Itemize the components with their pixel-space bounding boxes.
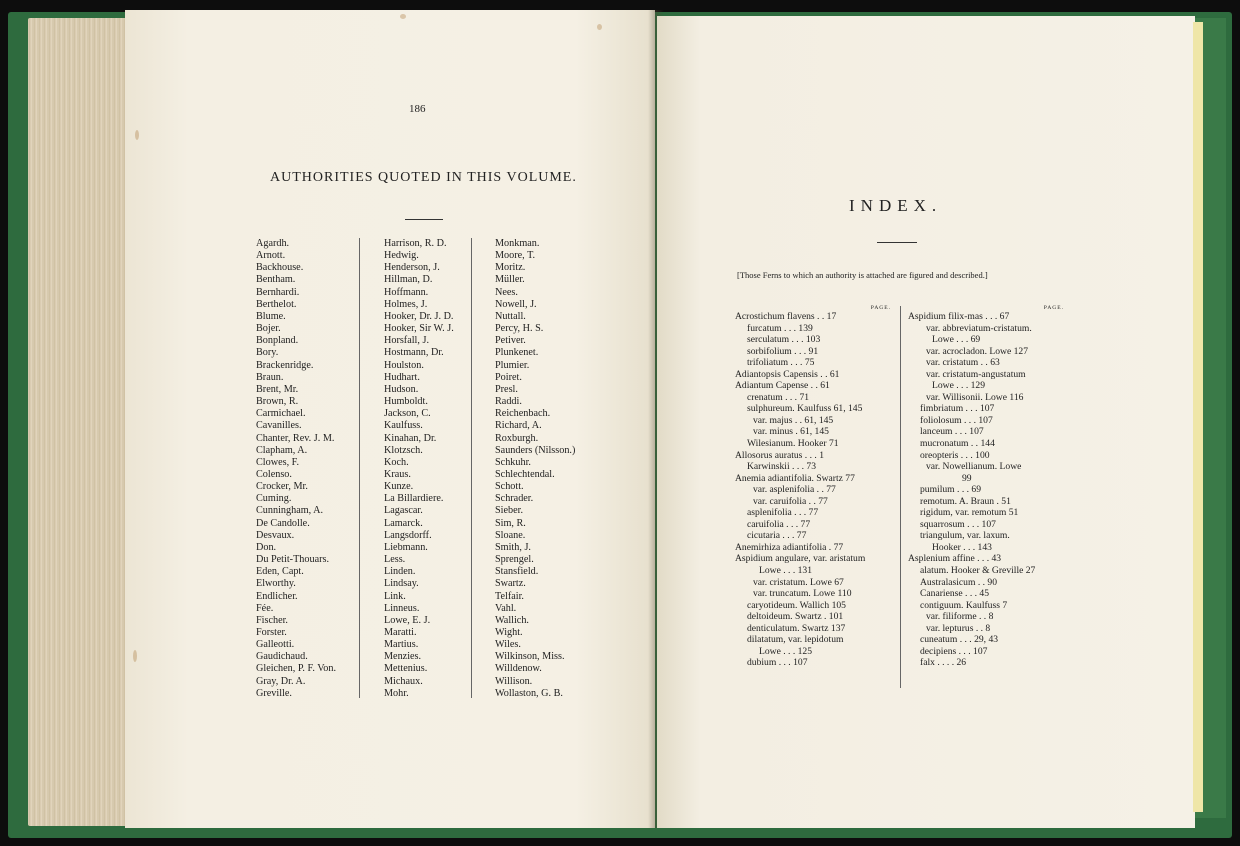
index-entry-text: mucronatum . . 144 <box>920 438 995 450</box>
index-entry-text: dilatatum, var. lepidotum <box>747 634 844 646</box>
index-entry <box>735 392 891 404</box>
index-entry <box>735 311 891 323</box>
index-entry-text: var. cristatum . . 63 <box>926 357 1000 369</box>
index-entry <box>735 588 891 600</box>
title-rule <box>877 242 917 243</box>
index-entry <box>735 646 891 658</box>
index-entry-text: Aspidium filix-mas . . . 67 <box>908 311 1010 322</box>
index-entry <box>908 426 1064 438</box>
index-entry <box>735 484 891 496</box>
index-entry <box>735 403 891 415</box>
authority-name: Brown, R. <box>256 396 299 408</box>
authority-name: Lowe, E. J. <box>384 614 431 626</box>
index-entry <box>735 380 891 392</box>
authority-name: Cunningham, A. <box>256 505 324 517</box>
index-entry-text: var. caruifolia . . 77 <box>753 495 828 507</box>
authority-name: Plumier. <box>495 359 530 371</box>
page-title: AUTHORITIES QUOTED IN THIS VOLUME. <box>270 170 577 185</box>
authority-name: Backhouse. <box>256 262 304 274</box>
authority-name: Willison. <box>495 675 533 687</box>
index-entry <box>908 473 1064 485</box>
authority-name: Brent, Mr. <box>256 383 299 395</box>
authority-name: Koch. <box>384 456 409 468</box>
index-entry-text: dubium . . . 107 <box>747 657 808 669</box>
index-entry-text: Adiantum Capense . . 61 <box>735 380 830 392</box>
index-entry-text: rigidum, var. remotum 51 <box>920 507 1019 519</box>
authority-name: Vahl. <box>495 602 517 614</box>
index-entry <box>908 577 1064 589</box>
authority-name: Du Petit-Thouars. <box>256 554 329 566</box>
authority-name: Raddi. <box>495 396 522 408</box>
authority-name: Petiver. <box>495 335 526 347</box>
index-column-2 <box>908 303 1064 669</box>
authority-name: Presl. <box>495 383 518 395</box>
index-entry-text: sulphureum. Kaulfuss 61, 145 <box>747 403 863 415</box>
authority-name: Don. <box>256 541 277 553</box>
authority-name: Clowes, F. <box>256 456 300 468</box>
authority-name: Clapham, A. <box>256 444 308 456</box>
authority-name: Henderson, J. <box>384 262 440 274</box>
page-edge <box>1193 22 1203 812</box>
index-entry-text: Adiantopsis Capensis . . 61 <box>735 368 840 380</box>
index-entry-text: Anemia adiantifolia. Swartz 77 <box>735 472 855 484</box>
index-entry <box>735 519 891 531</box>
index-entry-text: trifoliatum . . . 75 <box>747 357 815 369</box>
authority-name: Sieber. <box>495 505 524 517</box>
index-column-1 <box>735 303 891 669</box>
authority-name: Liebmann. <box>384 541 428 553</box>
authority-name: Hostmann, Dr. <box>384 347 444 359</box>
index-entry-text: contiguum. Kaulfuss 7 <box>920 599 1008 611</box>
authority-name: Harrison, R. D. <box>384 238 447 249</box>
index-entry <box>908 369 1064 381</box>
authority-name: Langsdorff. <box>384 529 432 541</box>
authority-name: Plunkenet. <box>495 347 539 359</box>
authorities-column-2 <box>384 238 454 700</box>
page-number: 186 <box>409 103 426 115</box>
index-entry <box>908 646 1064 658</box>
authority-name: Hudhart. <box>384 371 420 383</box>
index-entry-text: var. cristatum-angustatum <box>926 368 1026 380</box>
authority-name: Carmichael. <box>256 408 306 420</box>
authority-name: Hooker, Sir W. J. <box>384 323 454 335</box>
index-entry <box>908 403 1064 415</box>
index-entry-text: Allosorus auratus . . . 1 <box>735 449 824 461</box>
index-entry-text: foliolosum . . . 107 <box>920 414 993 426</box>
index-entry <box>908 346 1064 358</box>
column-divider <box>359 238 360 698</box>
authority-name: Fée. <box>256 602 274 614</box>
authority-name: Linden. <box>384 566 416 578</box>
authority-name: Sim, R. <box>495 517 526 529</box>
page-header-label: PAGE. <box>870 305 891 311</box>
index-entry <box>908 484 1064 496</box>
index-entry <box>908 392 1064 404</box>
index-entry-text: Asplenium affine . . . 43 <box>908 553 1002 565</box>
authority-name: Moritz. <box>495 262 526 274</box>
authority-name: Percy, H. S. <box>495 323 544 335</box>
index-entry-text: Lowe . . . 131 <box>759 565 813 577</box>
authority-name: Gray, Dr. A. <box>256 675 306 687</box>
index-entry-text: var. asplenifolia . . 77 <box>753 484 836 496</box>
index-entry-text: deltoideum. Swartz . 101 <box>747 611 844 623</box>
index-entry <box>908 634 1064 646</box>
authority-name: Agardh. <box>256 238 290 249</box>
index-entry-text: var. Nowellianum. Lowe <box>926 461 1022 473</box>
index-title: INDEX. <box>849 196 943 215</box>
authority-name: Brackenridge. <box>256 359 314 371</box>
page-header-label: PAGE. <box>1043 305 1064 311</box>
index-entry-text: var. lepturus . . 8 <box>926 622 991 634</box>
index-entry <box>735 461 891 473</box>
index-entry-text: var. truncatum. Lowe 110 <box>753 588 852 600</box>
authority-name: Sloane. <box>495 529 526 541</box>
authority-name: Bojer. <box>256 323 281 335</box>
authority-name: Link. <box>384 590 406 602</box>
authority-name: Schrader. <box>495 493 534 505</box>
index-entry <box>735 657 891 669</box>
authority-name: Schott. <box>495 481 524 493</box>
authority-name: Berthelot. <box>256 298 297 310</box>
index-entry <box>908 311 1064 323</box>
authority-name: Greville. <box>256 687 292 699</box>
authority-name: Bentham. <box>256 274 296 286</box>
authority-name: Houlston. <box>384 359 424 371</box>
authority-name: Nowell, J. <box>495 298 537 310</box>
authority-name: Bernhardi. <box>256 286 300 298</box>
authority-name: Richard, A. <box>495 420 542 432</box>
authority-name: Kraus. <box>384 468 411 480</box>
authority-name: Kinahan, Dr. <box>384 432 437 444</box>
index-entry-text: 99 <box>962 472 972 484</box>
index-entry-text: Lowe . . . 125 <box>759 645 813 657</box>
authority-name: Eden, Capt. <box>256 566 304 578</box>
authority-name: Arnott. <box>256 250 286 262</box>
index-entry <box>908 334 1064 346</box>
authority-name: Saunders (Nilsson.) <box>495 444 576 456</box>
authority-name: Bonpland. <box>256 335 299 347</box>
authority-name: De Candolle. <box>256 517 310 529</box>
index-entry-text: Australasicum . . 90 <box>920 576 998 588</box>
right-page <box>657 16 1195 828</box>
authority-name: Crocker, Mr. <box>256 481 308 493</box>
authority-name: Fischer. <box>256 614 288 626</box>
authority-name: Gaudichaud. <box>256 651 308 663</box>
index-entry <box>735 346 891 358</box>
authority-name: Sprengel. <box>495 554 534 566</box>
authority-name: Schlechtendal. <box>495 468 555 480</box>
authority-name: Menzies. <box>384 651 422 663</box>
index-entry <box>735 357 891 369</box>
index-entry <box>908 588 1064 600</box>
authority-name: Klotzsch. <box>384 444 423 456</box>
authority-name: Endlicher. <box>256 590 298 602</box>
index-entry <box>735 415 891 427</box>
authority-name: Cavanilles. <box>256 420 302 432</box>
authority-name: Hoffmann. <box>384 286 429 298</box>
index-entry <box>908 553 1064 565</box>
authority-name: Roxburgh. <box>495 432 539 444</box>
index-entry <box>735 473 891 485</box>
authority-name: Swartz. <box>495 578 526 590</box>
authority-name: Wiles. <box>495 639 521 651</box>
authority-name: Lamarck. <box>384 517 423 529</box>
authority-name: Mettenius. <box>384 663 428 675</box>
index-entry-text: var. cristatum. Lowe 67 <box>753 576 844 588</box>
index-entry-text: var. acrocladon. Lowe 127 <box>926 345 1029 357</box>
authority-name: Jackson, C. <box>384 408 431 420</box>
index-entry-text: alatum. Hooker & Greville 27 <box>920 565 1036 577</box>
index-entry <box>735 600 891 612</box>
authority-name: Lindsay. <box>384 578 419 590</box>
index-entry <box>735 623 891 635</box>
index-entry-text: oreopteris . . . 100 <box>920 449 990 461</box>
index-entry <box>908 380 1064 392</box>
index-entry <box>735 634 891 646</box>
authority-name: Braun. <box>256 371 284 383</box>
title-rule <box>405 219 443 220</box>
authority-name: Holmes, J. <box>384 298 428 310</box>
authority-name: Desvaux. <box>256 529 295 541</box>
authorities-column-1 <box>256 238 336 700</box>
index-entry-text: Aspidium angulare, var. aristatum <box>735 553 866 565</box>
index-entry-text: pumilum . . . 69 <box>920 484 982 496</box>
index-entry <box>908 600 1064 612</box>
index-entry-text: falx . . . . 26 <box>920 657 967 669</box>
authority-name: Stansfield. <box>495 566 539 578</box>
index-entry <box>735 553 891 565</box>
index-entry-text: remotum. A. Braun . 51 <box>920 495 1011 507</box>
index-entry-text: sorbifolium . . . 91 <box>747 345 819 357</box>
index-entry <box>735 426 891 438</box>
index-entry-text: caryotideum. Wallich 105 <box>747 599 846 611</box>
index-entry <box>908 542 1064 554</box>
index-entry <box>908 357 1064 369</box>
authority-name: Wilkinson, Miss. <box>495 651 565 663</box>
authority-name: Poiret. <box>495 371 522 383</box>
authority-name: Müller. <box>495 274 525 286</box>
column-divider <box>900 306 901 688</box>
index-entry <box>908 530 1064 542</box>
authority-name: Wight. <box>495 627 523 638</box>
index-entry-text: Hooker . . . 143 <box>932 541 992 553</box>
authority-name: Horsfall, J. <box>384 335 429 347</box>
authority-name: Schkuhr. <box>495 456 531 468</box>
index-entry-text: Anemirhiza adiantifolia . 77 <box>735 541 844 553</box>
authority-name: La Billardiere. <box>384 493 444 505</box>
index-entry-text: Wilesianum. Hooker 71 <box>747 438 839 450</box>
authority-name: Hedwig. <box>384 250 419 262</box>
authority-name: Wallich. <box>495 614 529 626</box>
index-entry <box>735 438 891 450</box>
authority-name: Cuming. <box>256 493 292 505</box>
authority-name: Humboldt. <box>384 396 428 408</box>
authority-name: Hillman, D. <box>384 274 433 286</box>
index-entry <box>735 450 891 462</box>
index-entry <box>908 565 1064 577</box>
index-entry <box>735 530 891 542</box>
index-entry <box>735 507 891 519</box>
authority-name: Nuttall. <box>495 310 526 322</box>
index-entry-text: var. filiforme . . 8 <box>926 611 994 623</box>
index-entry-text: Lowe . . . 129 <box>932 380 986 392</box>
authority-name: Gleichen, P. F. Von. <box>256 663 337 675</box>
authority-name: Bory. <box>256 347 279 359</box>
authority-name: Moore, T. <box>495 250 536 262</box>
index-entry <box>735 542 891 554</box>
index-entry-text: crenatum . . . 71 <box>747 391 810 403</box>
authority-name: Nees. <box>495 286 518 298</box>
authority-name: Lagascar. <box>384 505 423 517</box>
authorities-column-3 <box>495 238 575 700</box>
index-entry-text: lanceum . . . 107 <box>920 426 984 438</box>
index-entry-text: serculatum . . . 103 <box>747 334 821 346</box>
index-entry-text: triangulum, var. laxum. <box>920 530 1010 542</box>
index-entry <box>908 450 1064 462</box>
index-entry <box>908 611 1064 623</box>
index-entry <box>735 323 891 335</box>
page-edges <box>28 18 138 826</box>
index-entry <box>735 369 891 381</box>
index-entry-text: var. majus . . 61, 145 <box>753 414 834 426</box>
authority-name: Michaux. <box>384 675 423 687</box>
index-entry-text: cuneatum . . . 29, 43 <box>920 634 999 646</box>
index-entry-text: caruifolia . . . 77 <box>747 518 811 530</box>
index-entry-text: var. abbreviatum-cristatum. <box>926 322 1032 334</box>
index-entry-text: asplenifolia . . . 77 <box>747 507 819 519</box>
index-entry <box>735 496 891 508</box>
index-entry <box>908 496 1064 508</box>
index-entry-text: Acrostichum flavens . . 17 <box>735 311 837 322</box>
authority-name: Hudson. <box>384 383 419 395</box>
authority-name: Linneus. <box>384 602 420 614</box>
index-entry-text: fimbriatum . . . 107 <box>920 403 995 415</box>
authority-name: Willdenow. <box>495 663 542 675</box>
index-note: [Those Ferns to which an authority is attached are figured and described.] <box>737 270 988 280</box>
index-entry <box>735 334 891 346</box>
authority-name: Blume. <box>256 310 286 322</box>
index-entry-text: furcatum . . . 139 <box>747 322 813 334</box>
authority-name: Kaulfuss. <box>384 420 423 432</box>
left-page <box>125 10 655 828</box>
authority-name: Martius. <box>384 639 419 651</box>
index-entry <box>908 323 1064 335</box>
authority-name: Less. <box>384 554 406 566</box>
index-entry-text: var. Willisonii. Lowe 116 <box>926 391 1024 403</box>
index-entry <box>908 623 1064 635</box>
index-entry-text: Canariense . . . 45 <box>920 588 990 600</box>
index-entry <box>735 611 891 623</box>
authority-name: Reichenbach. <box>495 408 551 420</box>
authority-name: Wollaston, G. B. <box>495 687 563 699</box>
authority-name: Galleotti. <box>256 639 295 651</box>
authority-name: Colenso. <box>256 468 292 480</box>
index-entry-text: squarrosum . . . 107 <box>920 518 996 530</box>
authority-name: Elworthy. <box>256 578 296 590</box>
authority-name: Mohr. <box>384 687 409 699</box>
index-entry-text: Karwinskii . . . 73 <box>747 461 817 473</box>
index-entry <box>908 438 1064 450</box>
index-entry <box>908 657 1064 669</box>
authority-name: Hooker, Dr. J. D. <box>384 310 454 322</box>
index-entry-text: denticulatum. Swartz 137 <box>747 622 846 634</box>
index-entry <box>735 565 891 577</box>
index-entry-text: decipiens . . . 107 <box>920 645 988 657</box>
authority-name: Forster. <box>256 627 287 638</box>
authority-name: Maratti. <box>384 627 417 638</box>
index-entry-text: cicutaria . . . 77 <box>747 530 807 542</box>
index-entry <box>735 577 891 589</box>
index-entry <box>908 415 1064 427</box>
index-entry-text: var. minus . 61, 145 <box>753 426 829 438</box>
authority-name: Smith, J. <box>495 541 531 553</box>
authority-name: Kunze. <box>384 481 414 493</box>
index-entry <box>908 461 1064 473</box>
column-divider <box>471 238 472 698</box>
authority-name: Monkman. <box>495 238 540 249</box>
index-entry <box>908 507 1064 519</box>
authority-name: Telfair. <box>495 590 524 602</box>
index-entry-text: Lowe . . . 69 <box>932 334 981 346</box>
index-entry <box>908 519 1064 531</box>
authority-name: Chanter, Rev. J. M. <box>256 432 335 444</box>
